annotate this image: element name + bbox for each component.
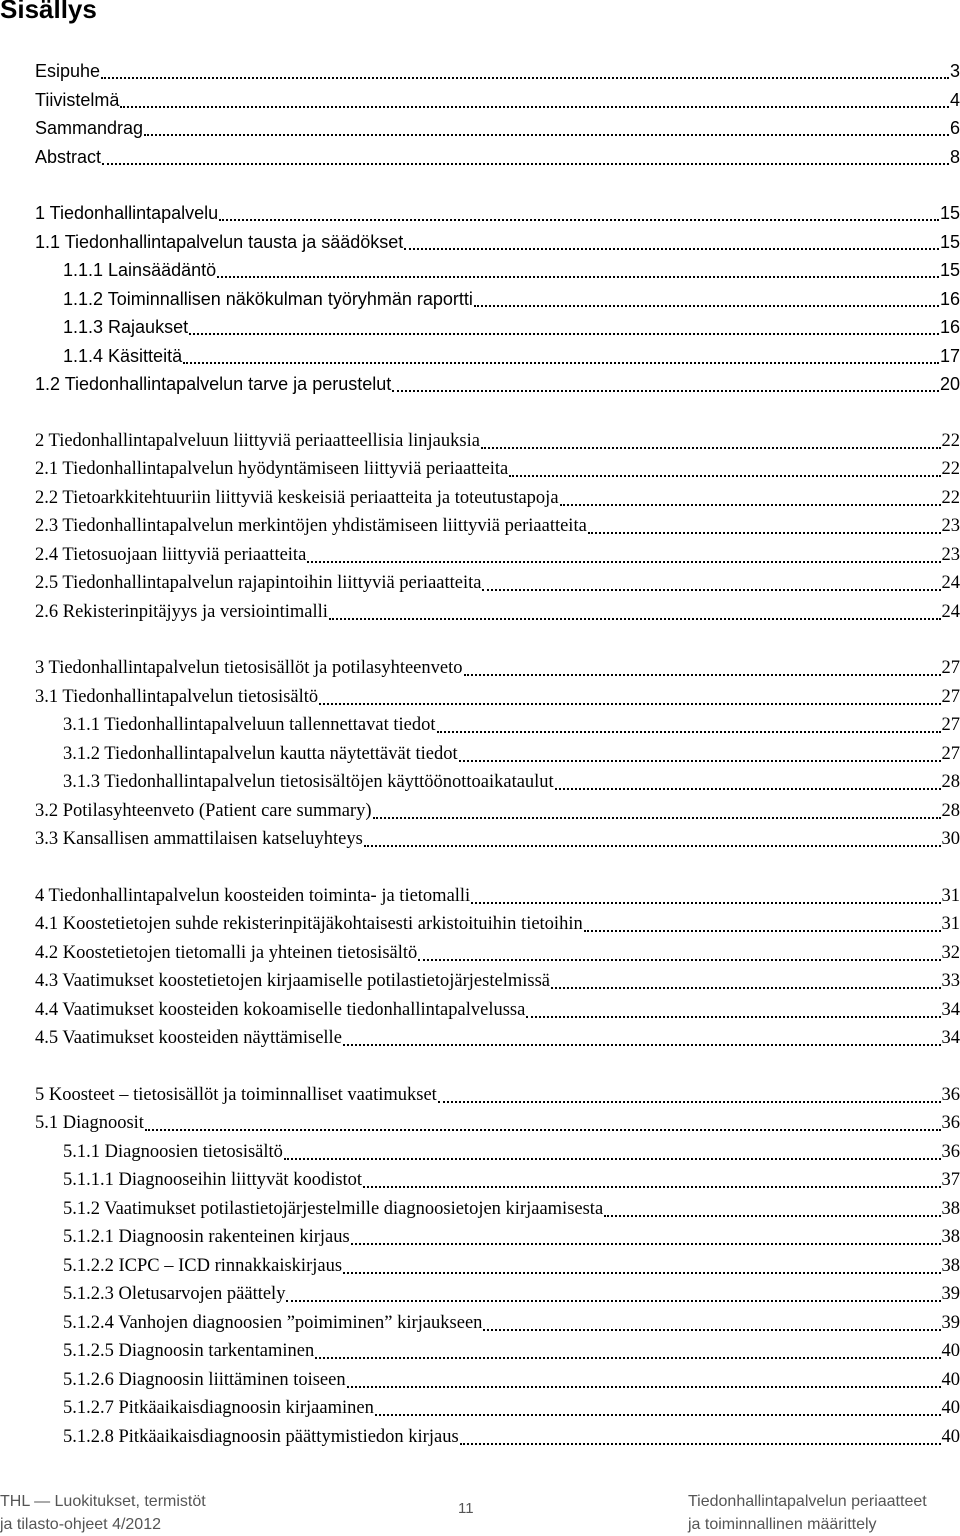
- footer-document-title-line2: ja toiminnallinen määrittely: [688, 1513, 927, 1536]
- toc-entry-page: 15: [940, 199, 960, 228]
- toc-entry-page: 37: [942, 1166, 960, 1195]
- toc-entry-page: 16: [940, 285, 960, 314]
- toc-entry-label: Esipuhe: [35, 57, 100, 86]
- toc-entry-page: 24: [942, 569, 960, 598]
- toc-entry[interactable]: [35, 1195, 960, 1224]
- toc-dot-leader: [482, 589, 940, 591]
- toc-entry-label: 2.3 Tiedonhallintapalvelun merkintöjen yhdistämiseen liittyviä periaatteita: [35, 512, 587, 541]
- toc-entry[interactable]: [35, 1138, 960, 1167]
- toc-entry[interactable]: [35, 683, 960, 712]
- toc-entry[interactable]: [35, 484, 960, 513]
- toc-dot-leader: [347, 1386, 941, 1388]
- toc-entry[interactable]: [35, 1280, 960, 1309]
- toc-dot-leader: [509, 475, 940, 477]
- toc-dot-leader: [329, 618, 941, 620]
- toc-dot-leader: [418, 959, 940, 961]
- toc-entry[interactable]: [35, 939, 960, 968]
- toc-entry[interactable]: [35, 455, 960, 484]
- toc-entry-label: 5.1.1.1 Diagnooseihin liittyvät koodistot: [63, 1166, 362, 1195]
- page-title: Sisällys: [0, 0, 97, 25]
- toc-dot-leader: [102, 163, 949, 165]
- toc-entry[interactable]: [35, 512, 960, 541]
- toc-entry[interactable]: [35, 711, 960, 740]
- toc-entry-page: 22: [942, 484, 960, 513]
- toc-entry-page: 38: [942, 1195, 960, 1224]
- toc-entry-page: 33: [942, 967, 960, 996]
- toc-entry-label: 1 Tiedonhallintapalvelu: [35, 199, 218, 228]
- toc-entry-label: 4.2 Koostetietojen tietomalli ja yhteinen tietosisältö: [35, 939, 417, 968]
- toc-entry-label: Abstract: [35, 143, 101, 172]
- toc-entry[interactable]: [35, 57, 960, 86]
- toc-dot-leader: [145, 1129, 941, 1131]
- toc-entry-label: 1.1.3 Rajaukset: [63, 313, 188, 342]
- toc-dot-leader: [555, 788, 941, 790]
- toc-entry[interactable]: [35, 1423, 960, 1452]
- toc-entry-page: 23: [942, 512, 960, 541]
- toc-entry-label: 5.1.2.2 ICPC – ICD rinnakkaiskirjaus: [63, 1252, 342, 1281]
- toc-entry[interactable]: [35, 1024, 960, 1053]
- toc-entry-page: 27: [942, 711, 960, 740]
- toc-dot-leader: [560, 504, 941, 506]
- toc-entry-label: 1.1 Tiedonhallintapalvelun tausta ja säädökset: [35, 228, 403, 257]
- toc-dot-leader: [363, 1186, 940, 1188]
- toc-entry-page: 23: [942, 541, 960, 570]
- toc-entry-page: 34: [942, 996, 960, 1025]
- toc-entry[interactable]: [35, 1337, 960, 1366]
- toc-entry-label: 5.1 Diagnoosit: [35, 1109, 144, 1138]
- toc-entry[interactable]: [35, 285, 960, 314]
- toc-entry[interactable]: [35, 882, 960, 911]
- toc-entry[interactable]: [35, 996, 960, 1025]
- toc-entry-label: 3.1.1 Tiedonhallintapalveluun tallennettavat tiedot: [63, 711, 436, 740]
- toc-entry-label: 2.2 Tietoarkkitehtuuriin liittyviä keskeisiä periaatteita ja toteutustapoja: [35, 484, 559, 513]
- footer-publication-line1: THL — Luokitukset, termistöt: [0, 1490, 206, 1513]
- toc-entry-page: 40: [942, 1337, 960, 1366]
- toc-entry-label: Tiivistelmä: [35, 86, 119, 115]
- toc-dot-leader: [584, 930, 941, 932]
- toc-entry[interactable]: [35, 143, 960, 172]
- toc-entry[interactable]: [35, 654, 960, 683]
- toc-entry-label: 1.1.4 Käsitteitä: [63, 342, 182, 371]
- toc-entry[interactable]: [35, 86, 960, 115]
- toc-dot-leader: [471, 902, 940, 904]
- toc-entry[interactable]: [35, 228, 960, 257]
- toc-entry-page: 38: [942, 1223, 960, 1252]
- toc-entry-label: 1.2 Tiedonhallintapalvelun tarve ja perustelut: [35, 370, 391, 399]
- footer-document-title: [688, 1490, 927, 1536]
- toc-entry-label: 4.3 Vaatimukset koostetietojen kirjaamiselle potilastietojärjestelmissä: [35, 967, 550, 996]
- toc-entry[interactable]: [35, 256, 960, 285]
- toc-entry-page: 39: [942, 1280, 960, 1309]
- toc-entry-label: 2.6 Rekisterinpitäjyys ja versiointimalli: [35, 598, 328, 627]
- toc-dot-leader: [364, 845, 941, 847]
- toc-entry-label: 3.1 Tiedonhallintapalvelun tietosisältö: [35, 683, 318, 712]
- toc-dot-leader: [217, 276, 939, 278]
- toc-entry-page: 28: [942, 797, 960, 826]
- toc-entry[interactable]: [35, 1166, 960, 1195]
- toc-entry-label: 5.1.2.7 Pitkäaikaisdiagnoosin kirjaaminen: [63, 1394, 374, 1423]
- toc-entry-page: 40: [942, 1394, 960, 1423]
- toc-dot-leader: [319, 703, 940, 705]
- toc-entry-label: 3.3 Kansallisen ammattilaisen katseluyhteys: [35, 825, 363, 854]
- toc-entry-page: 30: [942, 825, 960, 854]
- toc-entry[interactable]: [35, 910, 960, 939]
- toc-dot-leader: [604, 1215, 940, 1217]
- toc-entry-label: 5.1.2 Vaatimukset potilastietojärjestelmille diagnoosietojen kirjaamisesta: [63, 1195, 603, 1224]
- toc-entry-label: 5.1.2.6 Diagnoosin liittäminen toiseen: [63, 1366, 346, 1395]
- toc-entry-label: 4.4 Vaatimukset koosteiden kokoamiselle tiedonhallintapalvelussa: [35, 996, 525, 1025]
- toc-entry[interactable]: [35, 1252, 960, 1281]
- footer-document-title-line1: Tiedonhallintapalvelun periaatteet: [688, 1490, 927, 1513]
- toc-entry-label: 2 Tiedonhallintapalveluun liittyviä periaatteellisia linjauksia: [35, 427, 480, 456]
- toc-entry-page: 32: [942, 939, 960, 968]
- toc-entry[interactable]: [35, 199, 960, 228]
- toc-entry[interactable]: [35, 1081, 960, 1110]
- toc-dot-leader: [459, 760, 941, 762]
- toc-dot-leader: [481, 447, 941, 449]
- toc-entry-label: 4 Tiedonhallintapalvelun koosteiden toiminta- ja tietomalli: [35, 882, 470, 911]
- toc-entry-page: 40: [942, 1366, 960, 1395]
- toc-entry-label: 5.1.2.3 Oletusarvojen päättely: [63, 1280, 285, 1309]
- toc-dot-leader: [343, 1044, 941, 1046]
- toc-entry[interactable]: [35, 114, 960, 143]
- toc-entry[interactable]: [35, 313, 960, 342]
- toc-dot-leader: [483, 1329, 940, 1331]
- toc-entry-label: 5.1.2.1 Diagnoosin rakenteinen kirjaus: [63, 1223, 350, 1252]
- toc-entry-page: 3: [950, 57, 960, 86]
- toc-entry[interactable]: [35, 768, 960, 797]
- toc-dot-leader: [526, 1016, 940, 1018]
- toc-entry-label: 2.1 Tiedonhallintapalvelun hyödyntämiseen liittyviä periaatteita: [35, 455, 508, 484]
- toc-dot-leader: [438, 1101, 941, 1103]
- toc-entry-page: 27: [942, 654, 960, 683]
- toc-entry-page: 22: [942, 455, 960, 484]
- toc-dot-leader: [375, 1414, 941, 1416]
- table-of-contents: [35, 57, 960, 1451]
- toc-dot-leader: [437, 731, 941, 733]
- toc-dot-leader: [189, 333, 939, 335]
- toc-dot-leader: [343, 1272, 940, 1274]
- toc-entry-label: 3.1.3 Tiedonhallintapalvelun tietosisältöjen käyttöönottoaikataulut: [63, 768, 554, 797]
- toc-entry[interactable]: [35, 1109, 960, 1138]
- toc-entry[interactable]: [35, 740, 960, 769]
- toc-dot-leader: [351, 1243, 941, 1245]
- toc-dot-leader: [101, 77, 949, 79]
- toc-entry-page: 36: [942, 1081, 960, 1110]
- toc-entry-label: 3 Tiedonhallintapalvelun tietosisällöt ja potilasyhteenveto: [35, 654, 463, 683]
- toc-dot-leader: [551, 987, 941, 989]
- toc-entry-page: 34: [942, 1024, 960, 1053]
- footer-page-number: 11: [458, 1500, 474, 1517]
- toc-entry-page: 15: [940, 228, 960, 257]
- toc-entry-page: 27: [942, 683, 960, 712]
- toc-entry-label: 5.1.1 Diagnoosien tietosisältö: [63, 1138, 283, 1167]
- toc-entry-page: 31: [942, 910, 960, 939]
- toc-entry[interactable]: [35, 967, 960, 996]
- toc-dot-leader: [460, 1443, 941, 1445]
- toc-entry[interactable]: [35, 1394, 960, 1423]
- toc-entry[interactable]: [35, 1309, 960, 1338]
- footer-publication: [0, 1490, 206, 1536]
- toc-dot-leader: [183, 362, 939, 364]
- toc-dot-leader: [588, 532, 941, 534]
- footer-publication-line2: ja tilasto-ohjeet 4/2012: [0, 1513, 206, 1536]
- toc-entry[interactable]: [35, 598, 960, 627]
- toc-entry-label: Sammandrag: [35, 114, 143, 143]
- toc-dot-leader: [464, 674, 941, 676]
- toc-entry-label: 4.5 Vaatimukset koosteiden näyttämiselle: [35, 1024, 342, 1053]
- toc-entry[interactable]: [35, 569, 960, 598]
- toc-entry-page: 8: [950, 143, 960, 172]
- toc-entry-page: 36: [942, 1138, 960, 1167]
- toc-entry[interactable]: [35, 342, 960, 371]
- toc-dot-leader: [404, 248, 939, 250]
- toc-entry-label: 2.4 Tietosuojaan liittyviä periaatteita: [35, 541, 306, 570]
- toc-dot-leader: [474, 305, 939, 307]
- toc-entry-label: 4.1 Koostetietojen suhde rekisterinpitäjäkohtaisesti arkistoituihin tietoihin: [35, 910, 583, 939]
- toc-dot-leader: [286, 1300, 940, 1302]
- toc-entry-page: 17: [940, 342, 960, 371]
- toc-entry-label: 5.1.2.5 Diagnoosin tarkentaminen: [63, 1337, 314, 1366]
- toc-entry-page: 39: [942, 1309, 960, 1338]
- toc-dot-leader: [307, 561, 940, 563]
- toc-entry-page: 40: [942, 1423, 960, 1452]
- toc-dot-leader: [219, 219, 939, 221]
- toc-entry-label: 3.2 Potilasyhteenveto (Patient care summary): [35, 797, 372, 826]
- toc-entry-page: 31: [942, 882, 960, 911]
- toc-entry-label: 5.1.2.8 Pitkäaikaisdiagnoosin päättymistiedon kirjaus: [63, 1423, 459, 1452]
- toc-dot-leader: [373, 817, 941, 819]
- toc-entry-page: 38: [942, 1252, 960, 1281]
- toc-dot-leader: [284, 1158, 941, 1160]
- toc-entry-label: 5.1.2.4 Vanhojen diagnoosien ”poimiminen” kirjaukseen: [63, 1309, 482, 1338]
- toc-entry-label: 2.5 Tiedonhallintapalvelun rajapintoihin liittyviä periaatteita: [35, 569, 481, 598]
- toc-dot-leader: [392, 390, 939, 392]
- toc-entry-label: 1.1.1 Lainsäädäntö: [63, 256, 216, 285]
- toc-entry-page: 36: [942, 1109, 960, 1138]
- toc-entry[interactable]: [35, 427, 960, 456]
- toc-dot-leader: [120, 106, 949, 108]
- toc-entry-page: 24: [942, 598, 960, 627]
- toc-entry[interactable]: [35, 1366, 960, 1395]
- toc-entry-page: 20: [940, 370, 960, 399]
- toc-entry-page: 15: [940, 256, 960, 285]
- toc-entry-page: 28: [942, 768, 960, 797]
- toc-entry-page: 22: [942, 427, 960, 456]
- toc-entry[interactable]: [35, 541, 960, 570]
- toc-entry[interactable]: [35, 797, 960, 826]
- toc-entry-page: 6: [950, 114, 960, 143]
- toc-entry-label: 1.1.2 Toiminnallisen näkökulman työryhmän raportti: [63, 285, 473, 314]
- toc-entry[interactable]: [35, 825, 960, 854]
- toc-entry[interactable]: [35, 1223, 960, 1252]
- toc-entry-label: 5 Koosteet – tietosisällöt ja toiminnalliset vaatimukset: [35, 1081, 437, 1110]
- toc-entry[interactable]: [35, 370, 960, 399]
- toc-entry-page: 27: [942, 740, 960, 769]
- toc-entry-page: 4: [950, 86, 960, 115]
- toc-dot-leader: [315, 1357, 940, 1359]
- toc-entry-page: 16: [940, 313, 960, 342]
- toc-dot-leader: [144, 134, 949, 136]
- toc-entry-label: 3.1.2 Tiedonhallintapalvelun kautta näytettävät tiedot: [63, 740, 458, 769]
